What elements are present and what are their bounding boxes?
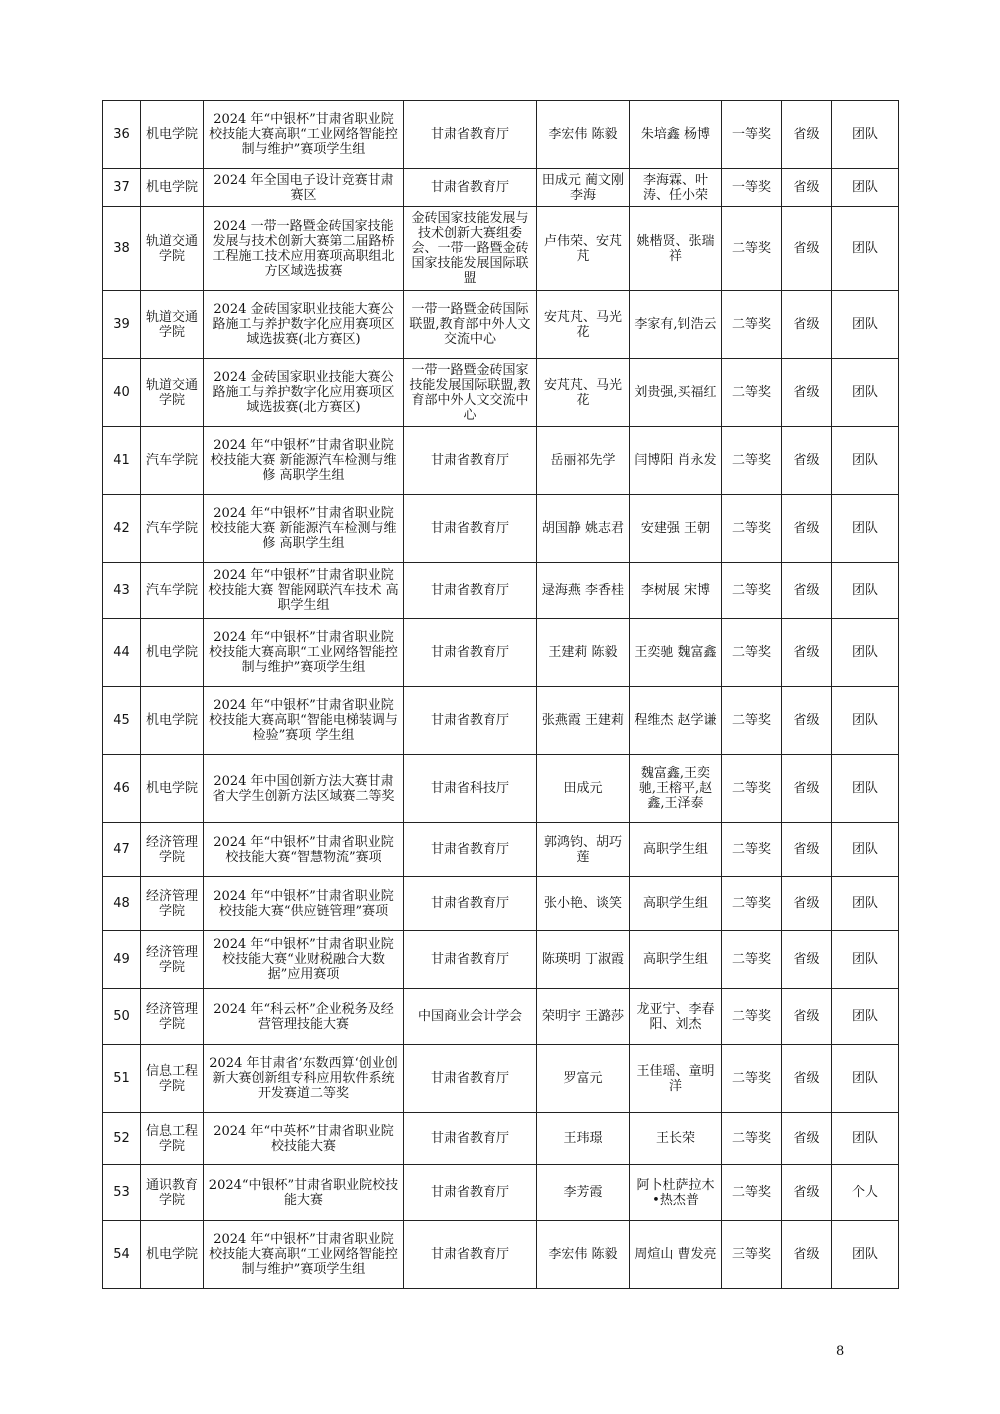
level-cell: 省级: [782, 687, 832, 755]
award-cell: 二等奖: [722, 755, 782, 823]
organizer-cell: 甘肃省教育厅: [404, 1113, 537, 1165]
competition-cell: 2024“中银杯”甘肃省职业院校技能大赛: [204, 1165, 404, 1221]
teacher-cell: 李芳霞: [537, 1165, 630, 1221]
college-cell: 信息工程学院: [141, 1045, 204, 1113]
college-cell: 经济管理学院: [141, 877, 204, 931]
competition-cell: 2024 金砖国家职业技能大赛公路施工与养护数字化应用赛项区域选拔赛(北方赛区): [204, 359, 404, 427]
award-cell: 三等奖: [722, 1221, 782, 1289]
competition-cell: 2024 年“中英杯”甘肃省职业院校技能大赛: [204, 1113, 404, 1165]
level-cell: 省级: [782, 495, 832, 563]
table-row: [103, 619, 899, 687]
table-row: [103, 495, 899, 563]
competition-cell: 2024 年“中银杯”甘肃省职业院校技能大赛高职“工业网络智能控制与维护”赛项学生组: [204, 619, 404, 687]
row-number: 36: [103, 101, 141, 169]
teacher-cell: 李宏伟 陈毅: [537, 1221, 630, 1289]
row-number: 40: [103, 359, 141, 427]
award-cell: 二等奖: [722, 359, 782, 427]
award-cell: 二等奖: [722, 687, 782, 755]
table-row: [103, 989, 899, 1045]
type-cell: 团队: [832, 931, 899, 989]
row-number: 48: [103, 877, 141, 931]
table-row: [103, 207, 899, 291]
organizer-cell: 甘肃省教育厅: [404, 427, 537, 495]
competition-cell: 2024 年中国创新方法大赛甘肃省大学生创新方法区域赛二等奖: [204, 755, 404, 823]
row-number: 42: [103, 495, 141, 563]
table-row: [103, 1113, 899, 1165]
organizer-cell: 甘肃省教育厅: [404, 931, 537, 989]
organizer-cell: 甘肃省教育厅: [404, 823, 537, 877]
type-cell: 团队: [832, 755, 899, 823]
level-cell: 省级: [782, 931, 832, 989]
organizer-cell: 甘肃省教育厅: [404, 563, 537, 619]
organizer-cell: 一带一路暨金砖国家技能发展国际联盟,教育部中外人文交流中心: [404, 359, 537, 427]
level-cell: 省级: [782, 101, 832, 169]
level-cell: 省级: [782, 1045, 832, 1113]
students-cell: 安建强 王朝: [630, 495, 722, 563]
row-number: 41: [103, 427, 141, 495]
row-number: 51: [103, 1045, 141, 1113]
competition-cell: 2024 年“科云杯”企业税务及经营管理技能大赛: [204, 989, 404, 1045]
organizer-cell: 甘肃省教育厅: [404, 687, 537, 755]
teacher-cell: 胡国静 姚志君: [537, 495, 630, 563]
students-cell: 李海霖、叶涛、任小荣: [630, 169, 722, 207]
students-cell: 高职学生组: [630, 877, 722, 931]
type-cell: 团队: [832, 563, 899, 619]
teacher-cell: 李宏伟 陈毅: [537, 101, 630, 169]
organizer-cell: 中国商业会计学会: [404, 989, 537, 1045]
competition-cell: 2024 金砖国家职业技能大赛公路施工与养护数字化应用赛项区域选拔赛(北方赛区): [204, 291, 404, 359]
row-number: 43: [103, 563, 141, 619]
row-number: 46: [103, 755, 141, 823]
type-cell: 团队: [832, 101, 899, 169]
organizer-cell: 甘肃省教育厅: [404, 169, 537, 207]
table-row: [103, 291, 899, 359]
table-row: [103, 427, 899, 495]
students-cell: 高职学生组: [630, 823, 722, 877]
award-cell: 二等奖: [722, 1165, 782, 1221]
competition-cell: 2024 年“中银杯”甘肃省职业院校技能大赛“供应链管理”赛项: [204, 877, 404, 931]
college-cell: 机电学院: [141, 101, 204, 169]
college-cell: 信息工程学院: [141, 1113, 204, 1165]
award-cell: 二等奖: [722, 619, 782, 687]
level-cell: 省级: [782, 989, 832, 1045]
award-cell: 二等奖: [722, 989, 782, 1045]
table-body: [103, 101, 899, 1289]
college-cell: 通识教育学院: [141, 1165, 204, 1221]
row-number: 54: [103, 1221, 141, 1289]
level-cell: 省级: [782, 619, 832, 687]
competition-cell: 2024 年“中银杯”甘肃省职业院校技能大赛 新能源汽车检测与维修 高职学生组: [204, 427, 404, 495]
type-cell: 团队: [832, 1113, 899, 1165]
type-cell: 团队: [832, 169, 899, 207]
level-cell: 省级: [782, 291, 832, 359]
teacher-cell: 逯海燕 李香桂: [537, 563, 630, 619]
type-cell: 团队: [832, 877, 899, 931]
type-cell: 个人: [832, 1165, 899, 1221]
students-cell: 王奕驰 魏富鑫: [630, 619, 722, 687]
row-number: 53: [103, 1165, 141, 1221]
award-cell: 二等奖: [722, 823, 782, 877]
students-cell: 闫博阳 肖永发: [630, 427, 722, 495]
level-cell: 省级: [782, 359, 832, 427]
teacher-cell: 王建莉 陈毅: [537, 619, 630, 687]
organizer-cell: 金砖国家技能发展与技术创新大赛组委会、一带一路暨金砖国家技能发展国际联盟: [404, 207, 537, 291]
level-cell: 省级: [782, 755, 832, 823]
teacher-cell: 陈瑛明 丁淑霞: [537, 931, 630, 989]
college-cell: 汽车学院: [141, 427, 204, 495]
college-cell: 机电学院: [141, 619, 204, 687]
students-cell: 魏富鑫,王奕驰,王榕平,赵鑫,王泽泰: [630, 755, 722, 823]
teacher-cell: 张小艳、谈笑: [537, 877, 630, 931]
students-cell: 王佳瑶、童明洋: [630, 1045, 722, 1113]
award-cell: 二等奖: [722, 563, 782, 619]
table-row: [103, 101, 899, 169]
college-cell: 机电学院: [141, 169, 204, 207]
college-cell: 汽车学院: [141, 563, 204, 619]
award-cell: 一等奖: [722, 101, 782, 169]
college-cell: 机电学院: [141, 1221, 204, 1289]
row-number: 39: [103, 291, 141, 359]
table-row: [103, 877, 899, 931]
award-cell: 二等奖: [722, 931, 782, 989]
type-cell: 团队: [832, 1221, 899, 1289]
level-cell: 省级: [782, 207, 832, 291]
table-row: [103, 687, 899, 755]
organizer-cell: 甘肃省教育厅: [404, 1165, 537, 1221]
organizer-cell: 甘肃省教育厅: [404, 877, 537, 931]
row-number: 47: [103, 823, 141, 877]
award-cell: 二等奖: [722, 207, 782, 291]
teacher-cell: 罗富元: [537, 1045, 630, 1113]
competition-cell: 2024 年全国电子设计竞赛甘肃赛区: [204, 169, 404, 207]
students-cell: 刘贵强,买福红: [630, 359, 722, 427]
level-cell: 省级: [782, 1221, 832, 1289]
table-row: [103, 169, 899, 207]
type-cell: 团队: [832, 207, 899, 291]
teacher-cell: 田成元 蔺文刚李海: [537, 169, 630, 207]
row-number: 49: [103, 931, 141, 989]
row-number: 37: [103, 169, 141, 207]
students-cell: 程维杰 赵学谦: [630, 687, 722, 755]
table-row: [103, 931, 899, 989]
level-cell: 省级: [782, 169, 832, 207]
award-cell: 二等奖: [722, 1113, 782, 1165]
college-cell: 经济管理学院: [141, 931, 204, 989]
type-cell: 团队: [832, 1045, 899, 1113]
award-cell: 二等奖: [722, 1045, 782, 1113]
row-number: 38: [103, 207, 141, 291]
teacher-cell: 安芃芃、马光花: [537, 291, 630, 359]
competition-cell: 2024 年“中银杯”甘肃省职业院校技能大赛高职“工业网络智能控制与维护”赛项学生组: [204, 1221, 404, 1289]
competition-cell: 2024 年“中银杯”甘肃省职业院校技能大赛高职“工业网络智能控制与维护”赛项学生组: [204, 101, 404, 169]
page-number: 8: [836, 1344, 845, 1359]
type-cell: 团队: [832, 359, 899, 427]
organizer-cell: 甘肃省教育厅: [404, 495, 537, 563]
table-row: [103, 563, 899, 619]
level-cell: 省级: [782, 563, 832, 619]
college-cell: 机电学院: [141, 755, 204, 823]
organizer-cell: 甘肃省教育厅: [404, 101, 537, 169]
students-cell: 王长荣: [630, 1113, 722, 1165]
students-cell: 阿卜杜萨拉木•热杰普: [630, 1165, 722, 1221]
teacher-cell: 张燕霞 王建莉: [537, 687, 630, 755]
organizer-cell: 甘肃省教育厅: [404, 1045, 537, 1113]
table-row: [103, 1165, 899, 1221]
organizer-cell: 一带一路暨金砖国际联盟,教育部中外人文交流中心: [404, 291, 537, 359]
table-row: [103, 755, 899, 823]
college-cell: 汽车学院: [141, 495, 204, 563]
award-cell: 一等奖: [722, 169, 782, 207]
college-cell: 机电学院: [141, 687, 204, 755]
students-cell: 高职学生组: [630, 931, 722, 989]
competition-cell: 2024 年“中银杯”甘肃省职业院校技能大赛 新能源汽车检测与维修 高职学生组: [204, 495, 404, 563]
students-cell: 周煊山 曹发亮: [630, 1221, 722, 1289]
table-row: [103, 1221, 899, 1289]
type-cell: 团队: [832, 989, 899, 1045]
students-cell: 朱培鑫 杨博: [630, 101, 722, 169]
students-cell: 龙亚宁、李春阳、刘杰: [630, 989, 722, 1045]
award-cell: 二等奖: [722, 427, 782, 495]
level-cell: 省级: [782, 877, 832, 931]
award-cell: 二等奖: [722, 495, 782, 563]
type-cell: 团队: [832, 823, 899, 877]
organizer-cell: 甘肃省教育厅: [404, 619, 537, 687]
competition-cell: 2024 一带一路暨金砖国家技能发展与技术创新大赛第二届路桥工程施工技术应用赛项高职组北方区域选拔赛: [204, 207, 404, 291]
college-cell: 轨道交通学院: [141, 291, 204, 359]
award-cell: 二等奖: [722, 291, 782, 359]
teacher-cell: 王玮璟: [537, 1113, 630, 1165]
level-cell: 省级: [782, 1165, 832, 1221]
teacher-cell: 安芃芃、马光花: [537, 359, 630, 427]
award-cell: 二等奖: [722, 877, 782, 931]
table-row: [103, 1045, 899, 1113]
competition-cell: 2024 年“中银杯”甘肃省职业院校技能大赛高职“智能电梯装调与检验”赛项 学生组: [204, 687, 404, 755]
competition-cell: 2024 年“中银杯”甘肃省职业院校技能大赛“业财税融合大数据”应用赛项: [204, 931, 404, 989]
competition-cell: 2024 年“中银杯”甘肃省职业院校技能大赛 智能网联汽车技术 高职学生组: [204, 563, 404, 619]
type-cell: 团队: [832, 687, 899, 755]
organizer-cell: 甘肃省科技厅: [404, 755, 537, 823]
teacher-cell: 岳丽祁先学: [537, 427, 630, 495]
level-cell: 省级: [782, 1113, 832, 1165]
organizer-cell: 甘肃省教育厅: [404, 1221, 537, 1289]
college-cell: 经济管理学院: [141, 823, 204, 877]
students-cell: 李树展 宋博: [630, 563, 722, 619]
level-cell: 省级: [782, 823, 832, 877]
students-cell: 姚楷贤、张瑞祥: [630, 207, 722, 291]
teacher-cell: 田成元: [537, 755, 630, 823]
college-cell: 轨道交通学院: [141, 207, 204, 291]
teacher-cell: 郭鸿钧、胡巧莲: [537, 823, 630, 877]
college-cell: 轨道交通学院: [141, 359, 204, 427]
students-cell: 李家有,钊浩云: [630, 291, 722, 359]
level-cell: 省级: [782, 427, 832, 495]
row-number: 44: [103, 619, 141, 687]
row-number: 50: [103, 989, 141, 1045]
row-number: 45: [103, 687, 141, 755]
college-cell: 经济管理学院: [141, 989, 204, 1045]
competition-cell: 2024 年“中银杯”甘肃省职业院校技能大赛“智慧物流”赛项: [204, 823, 404, 877]
type-cell: 团队: [832, 427, 899, 495]
type-cell: 团队: [832, 291, 899, 359]
type-cell: 团队: [832, 495, 899, 563]
teacher-cell: 荣明宇 王潞莎: [537, 989, 630, 1045]
teacher-cell: 卢伟荣、安芃芃: [537, 207, 630, 291]
table-row: [103, 823, 899, 877]
table-row: [103, 359, 899, 427]
type-cell: 团队: [832, 619, 899, 687]
competition-cell: 2024 年甘肃省’东数西算‘创业创新大赛创新组专科应用软件系统开发赛道二等奖: [204, 1045, 404, 1113]
row-number: 52: [103, 1113, 141, 1165]
awards-table: [102, 100, 899, 1289]
